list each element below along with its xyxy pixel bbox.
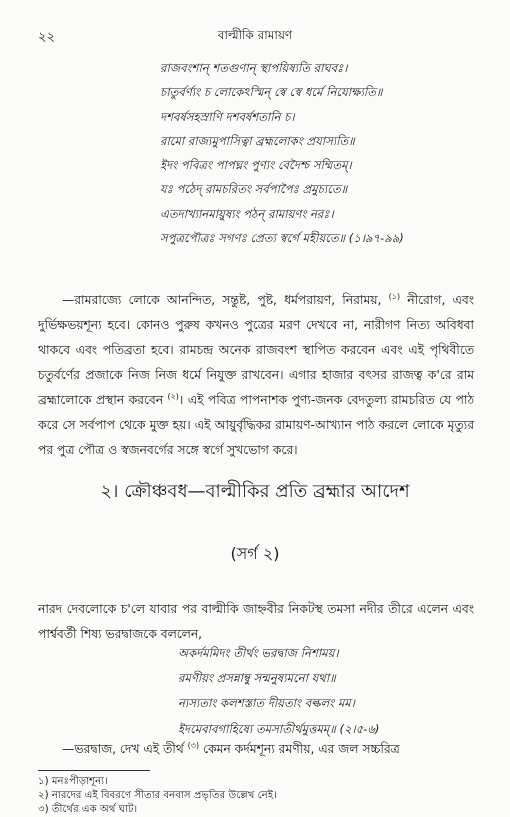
verse-line: ইদং পবিত্রং পাপঘ্নং পুণ্যং বেদৈশ্চ সম্মিতম্। bbox=[160, 158, 352, 173]
paragraph-text: —রামরাজ্যে লোকে আনন্দিত, সন্তুষ্ট, পুষ্ট, ধর্মপরায়ণ, নিরাময়, bbox=[62, 293, 389, 307]
verse-line: দশবর্ষসহস্রাণি দশবর্ষশতানি চ। bbox=[160, 109, 295, 124]
footnote-ref-1: (১) bbox=[388, 291, 401, 301]
footnote-ref-2: (২) bbox=[167, 391, 179, 401]
verse-line: ইদমেবাবগাহিষ্যে তমসাতীর্থমুত্তমম্॥ (২।৫-৬) bbox=[178, 721, 380, 736]
page-number: ২২ bbox=[38, 30, 55, 45]
running-title: বাল্মীকি রামায়ণ bbox=[217, 28, 293, 42]
sanskrit-verse-block-1 bbox=[160, 56, 404, 250]
verse-line: চাতুর্বর্ণ্যং চ লোকেঽস্মিন্ স্বে স্বে ধর্মে নিযোক্ষ্যতি॥ bbox=[160, 85, 383, 100]
verse-line: এতদাখ্যানমায়ুষ্যং পঠন্ রামায়ণং নরঃ। bbox=[160, 206, 334, 221]
footnote-2: ২) নারদের এই বিবরণে সীতার বনবাস প্রভৃতির উল্লেখ নেই। bbox=[38, 790, 277, 801]
verse-line: রাজবংশান্ শতগুণান্ স্থাপয়িষ্যতি রাঘবঃ। bbox=[160, 61, 348, 75]
verse-line: রমণীয়ং প্রসন্নাম্বু সন্মনুষ্যমনো যথা॥ bbox=[178, 671, 336, 686]
verse-line: রামো রাজ্যমুপাসিত্বা ব্রহ্মলোকং প্রযাস্যতি॥ bbox=[160, 133, 355, 148]
translation-paragraph-2 bbox=[38, 738, 474, 760]
footnote-ref-3: (৩) bbox=[187, 740, 200, 750]
translation-paragraph-1 bbox=[38, 288, 474, 463]
paragraph-text: নীরোগ, এবং দুর্ভিক্ষভয়শূন্য হবে। কোনও পুরুষ কখনও পুত্রের মরণ দেখবে না, নারীগণ নিত্য অবিধবা থাকবে এবং পতিব্রতা হবে। রামচন্দ্র অনেক রাজবংশ স্থাপিত করবেন এবং এই পৃথিবীতে চতুর্বর্ণের প্রজাকে নিজ নিজ ধর্মে নিযুক্ত রাখবেন। এগার হাজার বৎসর রাজত্ব ক'রে রাম ব্রহ্মালোকে প্রস্থান করবেন bbox=[38, 293, 475, 407]
verse-line: অকর্দমমিদং তীর্থং ভরদ্বাজ নিশাময়। bbox=[178, 646, 339, 660]
verse-line: সপুত্রপৌত্রঃ সগণঃ প্রেত্য স্বর্গে মহীয়তে॥ (১।৯৭-৯৯) bbox=[160, 231, 404, 246]
chapter-heading: ২। ক্রৌঞ্চবধ—বাল্মীকির প্রতি ব্রহ্মার আদেশ bbox=[100, 481, 410, 502]
verse-line: যঃ পঠেদ্ রামচরিতং সর্বপাপৈঃ প্রমুচ্যতে॥ bbox=[160, 182, 348, 197]
footnote-divider bbox=[38, 770, 150, 771]
verse-line: ন্যস্যতাং কলশস্তাত দীয়তাং বল্কলং মম। bbox=[178, 696, 355, 711]
footnote-1: ১) মনঃপীড়াশূন্য। bbox=[38, 776, 108, 787]
narrative-paragraph: নারদ দেবলোকে চ'লে যাবার পর বাল্মীকি জাহ্নবীর নিকটস্থ তমসা নদীর তীরে এলেন এবং পার্শ্ববর্তী শিষ্য ভরদ্বাজকে বললেন, bbox=[38, 602, 474, 641]
sarga-label: (সর্গ ২) bbox=[230, 544, 280, 563]
paragraph-text: । এই পবিত্র পাপনাশক পুণ্য-জনক বেদতুল্য রামচরিত যে পাঠ করে সে সর্বপাপ থেকে মুক্ত হয়। এই আয়ুর্বৃদ্ধিকর রামায়ণ-আখ্যান পাঠ করলে লোকে মৃত্যুর পর পুত্র পৌত্র ও স্বজনবর্গের সঙ্গে স্বর্গে সুখভোগ করে। bbox=[38, 393, 474, 457]
sanskrit-verse-block-2 bbox=[178, 641, 379, 742]
paragraph-text: —ভরদ্বাজ, দেখ এই তীর্থ bbox=[62, 742, 188, 756]
paragraph-text: কেমন কর্দমশূন্য রমণীয়, এর জল সচ্চরিত্র bbox=[199, 742, 400, 756]
footnote-3: ৩) তীর্থের এক অর্থ ঘাট। bbox=[38, 804, 138, 815]
